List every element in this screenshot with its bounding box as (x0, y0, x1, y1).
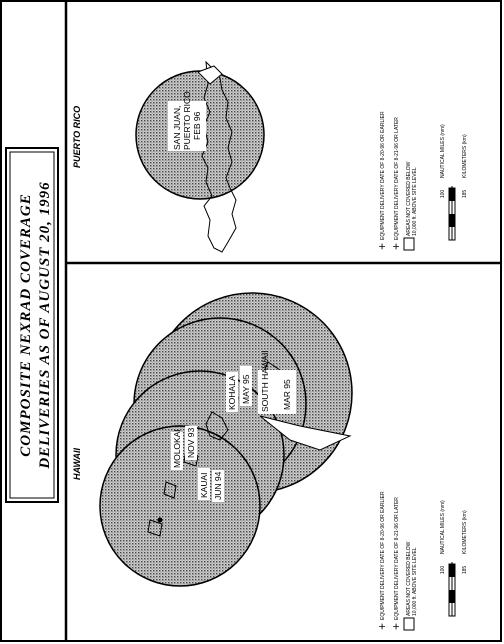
pr-scale-km-label: KILOMETERS (km) (462, 134, 468, 178)
san-juan-date: FEB 96 (192, 111, 202, 140)
pr-legend-item-2: EQUIPMENT DELIVERY DATE OF 8-21-96 OR LATER (394, 117, 400, 240)
pr-legend-item-3a: AREAS NOT COVERED BELOW (406, 161, 412, 236)
kohala-name: KOHALA (227, 375, 237, 410)
pr-legend-plus-1: + (375, 242, 389, 250)
puerto-rico-panel-label: PUERTO RICO (72, 105, 82, 168)
hi-legend-item-3b: 10,000 ft. ABOVE SITE LEVEL (412, 547, 418, 616)
molokai-date: NOV 93 (186, 427, 196, 458)
san-juan-name: SAN JUAN, (172, 105, 182, 150)
hi-legend-item-1: EQUIPMENT DELIVERY DATE OF 8-20-96 OR EARLIER (380, 491, 386, 620)
puerto-rico-legend (375, 111, 418, 250)
hi-legend-plus-2: + (389, 622, 403, 630)
pr-legend-plus-2: + (389, 242, 403, 250)
hawaii-legend (375, 491, 418, 630)
kauai-date: JUN 94 (213, 471, 223, 500)
pr-scale-km-value: 185 (462, 189, 468, 199)
hawaii-coverage (100, 293, 352, 586)
hawaii-scale-bar (440, 500, 468, 616)
hi-legend-swatch (404, 618, 414, 630)
puerto-rico-coverage (136, 62, 264, 252)
hi-scale-km-value: 185 (462, 565, 468, 575)
hi-legend-item-2: EQUIPMENT DELIVERY DATE OF 8-21-96 OR LATER (394, 497, 400, 620)
kauai-name: KAUAI (199, 472, 209, 498)
kohala-date: MAY 95 (241, 374, 251, 404)
title-box (6, 148, 58, 502)
south-hawaii-date: MAR 95 (282, 379, 292, 410)
hi-scale-nm-label: NAUTICAL MILES (nmi) (440, 500, 446, 554)
san-juan-name-line2: PUERTO RICO (182, 91, 192, 150)
puerto-rico-scale-bar (440, 124, 468, 240)
hawaii-panel-label: HAWAII (72, 447, 82, 480)
kauai-marker (158, 518, 163, 523)
pr-legend-swatch (404, 238, 414, 250)
hi-scale-km-label: KILOMETERS (km) (462, 510, 468, 554)
hi-legend-item-3a: AREAS NOT COVERED BELOW (406, 541, 412, 616)
pr-scale-nm-value: 100 (440, 189, 446, 199)
hi-scale-nm-value: 100 (440, 565, 446, 575)
pr-legend-item-3b: 10,000 ft. ABOVE SITE LEVEL (412, 167, 418, 236)
title-line-2: DELIVERIES AS OF AUGUST 20, 1996 (37, 181, 53, 469)
pr-legend-item-1: EQUIPMENT DELIVERY DATE OF 8-20-96 OR EARLIER (380, 111, 386, 240)
south-hawaii-name: SOUTH HAWAII (260, 350, 270, 412)
title-line-1: COMPOSITE NEXRAD COVERAGE (18, 193, 34, 457)
pr-scale-nm-label: NAUTICAL MILES (nmi) (440, 124, 446, 178)
molokai-name: MOLOKAI (172, 429, 182, 468)
hi-legend-plus-1: + (375, 622, 389, 630)
